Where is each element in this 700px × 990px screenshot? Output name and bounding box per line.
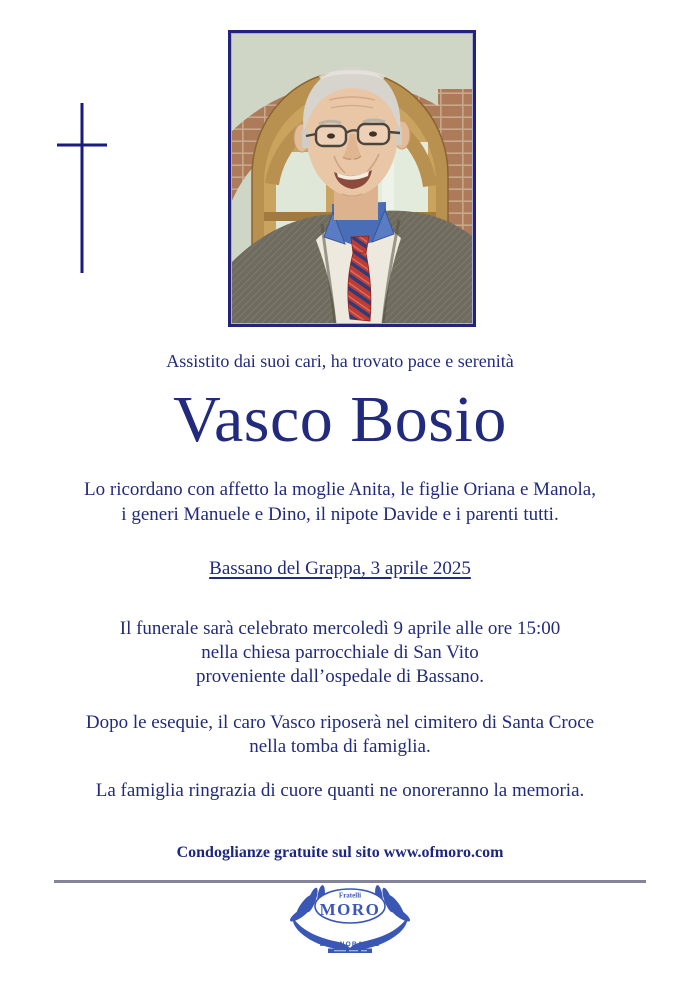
burial-paragraph: [0, 711, 680, 759]
thanks-line: La famiglia ringrazia di cuore quanti ne onoreranno la memoria.: [95, 780, 585, 801]
remembrance-line-2: i generi Manuele e Dino, il nipote Davide e i parenti tutti.: [121, 504, 559, 525]
remembrance-line-1: Lo ricordano con affetto la moglie Anita, le figlie Oriana e Manola,: [84, 479, 596, 500]
remembrance-paragraph: [0, 477, 680, 527]
burial-line-1: Dopo le esequie, il caro Vasco riposerà nel cimitero di Santa Croce: [85, 712, 595, 733]
funeral-home-logo: [288, 884, 412, 958]
burial-line-2: nella tomba di famiglia.: [249, 736, 431, 757]
portrait-photo: [228, 30, 476, 327]
place-date-line: Bassano del Grappa, 3 aprile 2025: [209, 558, 471, 579]
cross-icon-svg: [55, 101, 111, 277]
portrait-photo-illustration: [232, 34, 472, 323]
funeral-line-1: Il funerale sarà celebrato mercoledì 9 aprile alle ore 15:00: [119, 618, 561, 639]
funeral-line-3: proveniente dall’ospedale di Bassano.: [195, 666, 485, 687]
funeral-home-logo-svg: [288, 884, 412, 958]
logo-name-text: MORO: [319, 900, 381, 919]
funeral-line-2: nella chiesa parrocchiale di San Vito: [201, 642, 479, 663]
logo-subtitle-text: LE ONORANZE: [319, 941, 381, 948]
opening-line: Assistito dai suoi cari, ha trovato pace e serenità: [166, 351, 514, 371]
logo-top-text: Fratelli: [338, 891, 362, 900]
portrait-photo-inner-frame: [231, 33, 473, 324]
funeral-paragraph: [0, 617, 680, 689]
condolences-line: Condoglianze gratuite sul sito www.ofmoro.com: [176, 844, 504, 861]
cross-icon: [55, 101, 111, 277]
footer-divider: [54, 880, 646, 883]
deceased-name: Vasco Bosio: [173, 383, 507, 456]
